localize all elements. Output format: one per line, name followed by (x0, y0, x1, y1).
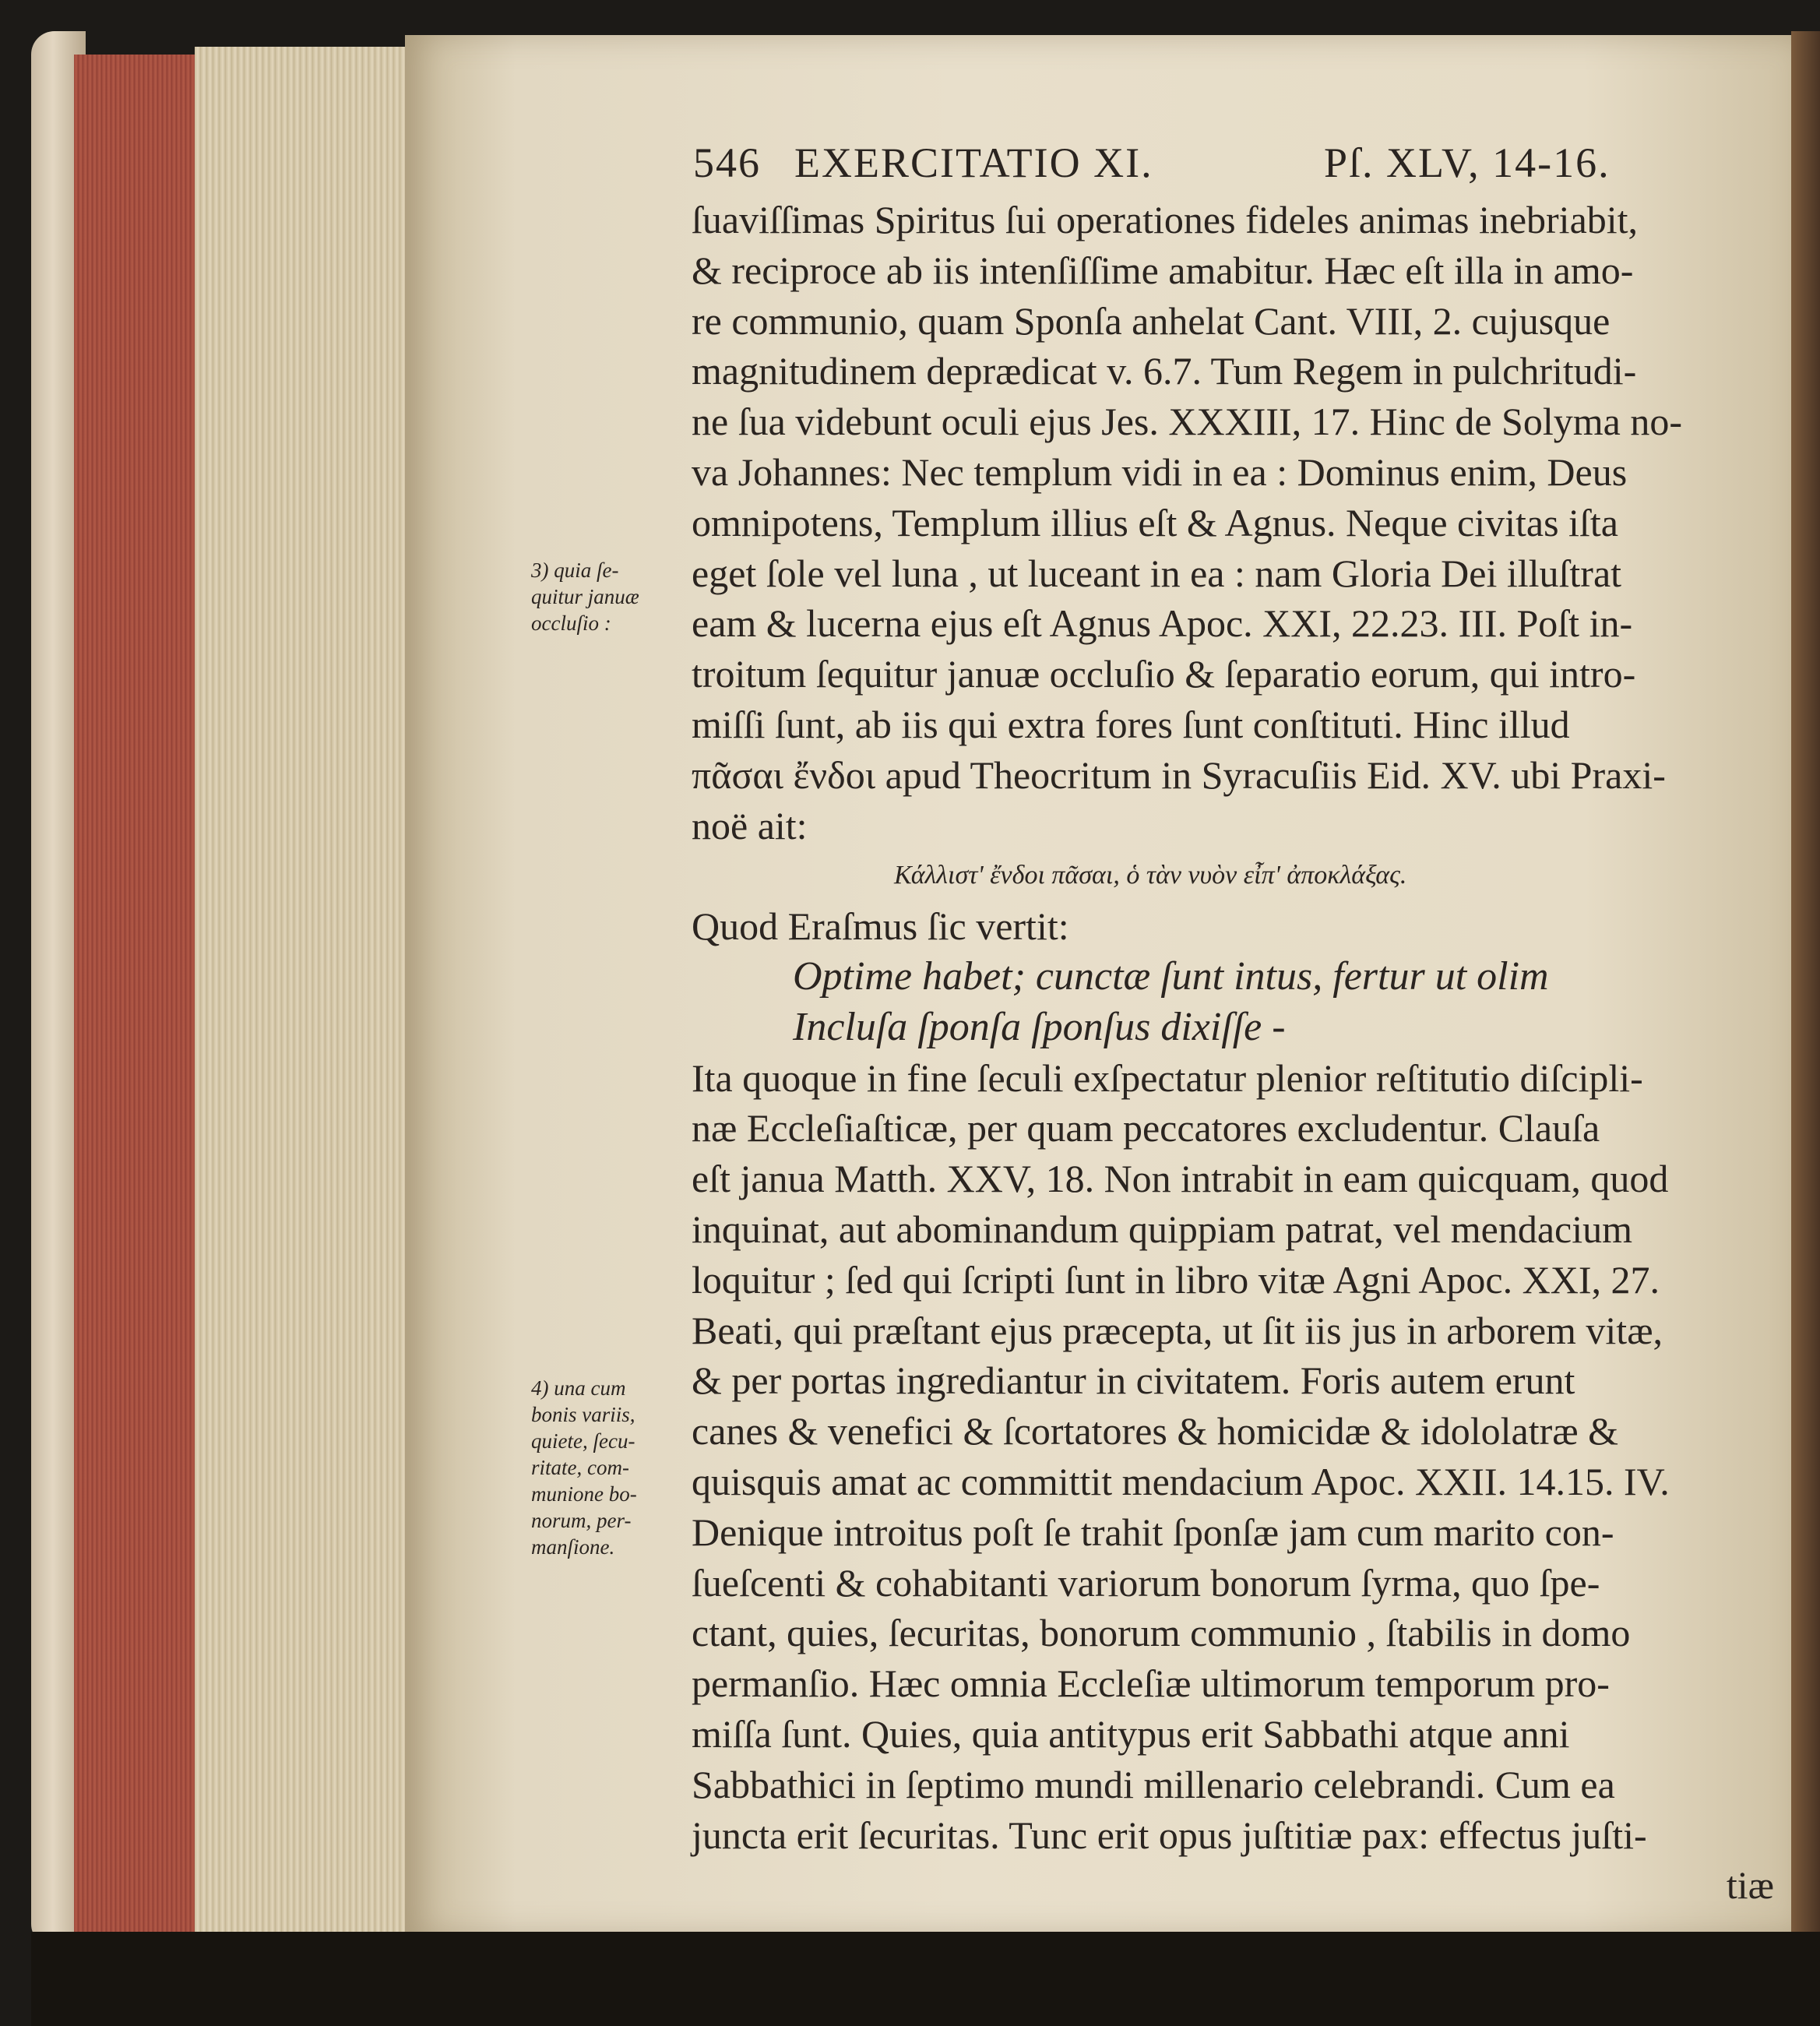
margin-note-line: occluſio : (531, 611, 611, 635)
margin-note-line: ritate, com- (531, 1456, 629, 1479)
text-line: ne ſua videbunt oculi ejus Jes. XXXIII, 17. Hinc de Solyma no- (692, 400, 1682, 444)
text-line: re communio, quam Sponſa anhelat Cant. VIII, 2. cujusque (692, 298, 1611, 343)
text-line: Denique introitus poſt ſe trahit ſponſæ jam cum marito con- (692, 1510, 1614, 1554)
running-header (693, 139, 1682, 193)
text-line: & reciproce ab iis intenſiſſime amabitur. Hæc eſt illa in amo- (692, 248, 1634, 292)
page-number: 546 (693, 139, 761, 186)
margin-note-line: munione bo- (531, 1482, 637, 1506)
text-line: omnipotens, Templum illius eſt & Agnus. Neque civitas iſta (692, 500, 1618, 544)
margin-note-4 (531, 1375, 687, 1560)
text-line: Sabbathici in ſeptimo mundi millenario celebrandi. Cum ea (692, 1762, 1615, 1806)
text-line: eſt janua Matth. XXV, 18. Non intrabit in eam quicquam, quod (692, 1157, 1669, 1201)
margin-note-line: quitur januæ (531, 585, 639, 608)
greek-quote-line: Κάλλιστ' ἔνδοι πᾶσαι, ὁ τὰν νυὸν εἶπ' ἀποκλάξας. (894, 861, 1407, 890)
text-line: ſuaviſſimas Spiritus ſui operationes fideles animas inebriabit, (692, 198, 1639, 241)
text-line: quisquis amat ac committit mendacium Apoc. XXII. 14.15. IV. (692, 1459, 1670, 1503)
text-line: πᾶσαι ἔνδοι apud Theocritum in Syracuſiis Eid. XV. ubi Praxi- (692, 752, 1666, 797)
text-line: eam & lucerna ejus eſt Agnus Apoc. XXI, 22.23. III. Poſt in- (692, 601, 1633, 646)
margin-note-line: manſione. (531, 1535, 615, 1559)
text-line: ſueſcenti & cohabitanti variorum bonorum ſyrma, quo ſpe- (692, 1560, 1600, 1605)
red-page-foredge (74, 55, 199, 1940)
text-line: Ita quoque in fine ſeculi exſpectatur plenior reſtitutio diſcipli- (692, 1055, 1643, 1100)
header-reference: Pſ. XLV, 14-16. (1324, 139, 1611, 186)
margin-note-line: quiete, ſecu- (531, 1429, 635, 1453)
text-line: & per portas ingrediantur in civitatem. Foris autem erunt (692, 1358, 1575, 1403)
catchword-line: tiæ (1726, 1863, 1774, 1908)
text-line: magnitudinem deprædicat v. 6.7. Tum Regem in pulchritudi- (692, 349, 1637, 393)
margin-note-line: 4) una cum (531, 1376, 626, 1400)
header-title: EXERCITATIO XI. (794, 139, 1153, 186)
text-line: va Johannes: Nec templum vidi in ea : Dominus enim, Deus (692, 449, 1628, 494)
text-line: inquinat, aut abominandum quippiam patrat, vel mendacium (692, 1207, 1633, 1251)
text-line: Beati, qui præſtant ejus præcepta, ut ſit iis jus in arborem vitæ, (692, 1308, 1663, 1352)
margin-note-line: norum, per- (531, 1509, 632, 1532)
text-line: permanſio. Hæc omnia Eccleſiæ ultimorum temporum pro- (692, 1661, 1610, 1706)
text-line: Quod Eraſmus ſic vertit: (692, 904, 1069, 949)
text-line: næ Eccleſiaſticæ, per quam peccatores excludentur. Clauſa (692, 1106, 1600, 1150)
verse-line: Incluſa ſponſa ſponſus dixiſſe - (793, 1004, 1286, 1049)
text-line: miſſa ſunt. Quies, quia antitypus erit Sabbathi atque anni (692, 1711, 1570, 1756)
right-binding-edge (1791, 31, 1820, 1955)
text-line: miſſi ſunt, ab iis qui extra fores ſunt conſtituti. Hinc illud (692, 702, 1570, 746)
text-line: noë ait: (692, 803, 808, 847)
text-line: canes & venefici & ſcortatores & homicidæ & idololatræ & (692, 1409, 1618, 1453)
margin-note-line: 3) quia ſe- (531, 558, 619, 582)
main-text-block (692, 195, 1790, 1911)
text-line: loquitur ; ſed qui ſcripti ſunt in libro vitæ Agni Apoc. XXI, 27. (692, 1257, 1660, 1302)
bottom-shadow (31, 1932, 1820, 2026)
verse-line: Optime habet; cunctæ ſunt intus, fertur ut olim (793, 953, 1549, 999)
margin-note-line: bonis variis, (531, 1403, 635, 1426)
text-line: troitum ſequitur januæ occluſio & ſeparatio eorum, qui intro- (692, 652, 1636, 696)
page-stack-edges (195, 47, 421, 1947)
margin-note-3 (531, 557, 687, 636)
text-line: ctant, quies, ſecuritas, bonorum communio , ſtabilis in domo (692, 1611, 1631, 1655)
text-line: juncta erit ſecuritas. Tunc erit opus juſtitiæ pax: effectus juſti- (692, 1813, 1647, 1857)
text-line: eget ſole vel luna , ut luceant in ea : nam Gloria Dei illuſtrat (692, 551, 1622, 595)
